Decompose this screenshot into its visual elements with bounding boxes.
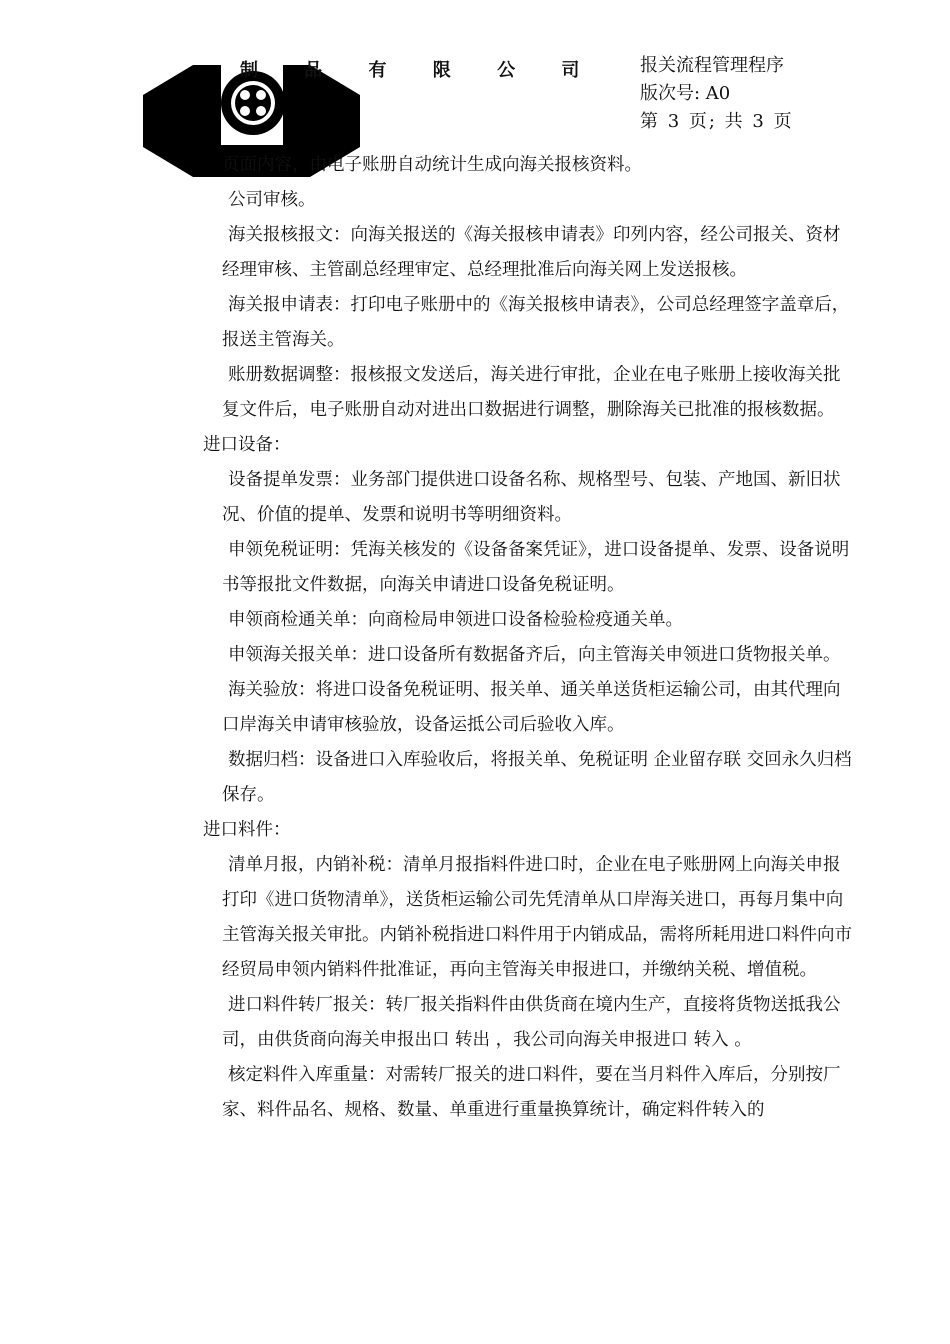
paragraph: 海关报核报文：向海关报送的《海关报核申请表》印列内容，经公司报关、资材经理审核、主管副总经理审定、总经理批准后向海关网上发送报核。 — [222, 225, 841, 280]
paragraph: 申领商检通关单：向商检局申领进口设备检验检疫通关单。 — [228, 610, 683, 630]
paragraph: 设备提单发票：业务部门提供进口设备名称、规格型号、包装、产地国、新旧状况、价值的提单、发票和说明书等明细资料。 — [222, 470, 841, 525]
section-heading-import-equipment: 进口设备： — [203, 435, 291, 455]
document-body — [0, 148, 950, 1128]
paragraph: 海关报申请表：打印电子账册中的《海关报核申请表》，公司总经理签字盖章后，报送主管海关。 — [222, 295, 850, 350]
page-number: 第 3 页; 共 3 页 — [640, 111, 794, 132]
paragraph: 账册数据调整：报核报文发送后，海关进行审批，企业在电子账册上接收海关批复文件后，电子账册自动对进出口数据进行调整，删除海关已批准的报核数据。 — [222, 365, 841, 420]
paragraph: 海关验放：将进口设备免税证明、报关单、通关单送货柜运输公司，由其代理向口岸海关申请审核验放，设备运抵公司后验收入库。 — [222, 680, 841, 735]
paragraph: 申领免税证明：凭海关核发的《设备备案凭证》，进口设备提单、发票、设备说明书等报批文件数据，向海关申请进口设备免税证明。 — [222, 540, 850, 595]
continued-paragraph: 页面内容，由电子账册自动统计生成向海关报核资料。 — [222, 155, 642, 175]
paragraph: 进口料件转厂报关：转厂报关指料件由供货商在境内生产，直接将货物送抵我公司，由供货商向海关申报出口 转出 ，我公司向海关申报进口 转入 。 — [222, 995, 841, 1050]
version-number: 版次号: A0 — [640, 83, 731, 104]
paragraph: 公司审核。 — [228, 190, 316, 210]
section-heading-import-materials: 进口料件： — [203, 820, 291, 840]
document-title: 报关流程管理程序 — [640, 55, 784, 76]
document-header-info — [640, 52, 794, 136]
company-name: 制 品 有 限 公 司 — [240, 60, 600, 81]
paragraph: 申领海关报关单：进口设备所有数据备齐后，向主管海关申领进口货物报关单。 — [228, 645, 841, 665]
paragraph: 清单月报，内销补税：清单月报指料件进口时，企业在电子账册网上向海关申报打印《进口货物清单》，送货柜运输公司先凭清单从口岸海关进口，再每月集中向主管海关报关审批。内销补税指进口料件用于内销成品，需将所耗用进口料件向市经贸局申领内销料件批准证，再向主管海关申报进口，并缴纳关税、增值税。 — [222, 855, 852, 980]
paragraph: 核定料件入库重量：对需转厂报关的进口料件，要在当月料件入库后，分别按厂家、料件品名、规格、数量、单重进行重量换算统计，确定料件转入的 — [222, 1065, 841, 1120]
paragraph: 数据归档：设备进口入库验收后，将报关单、免税证明 企业留存联 交回永久归档保存。 — [222, 750, 852, 805]
